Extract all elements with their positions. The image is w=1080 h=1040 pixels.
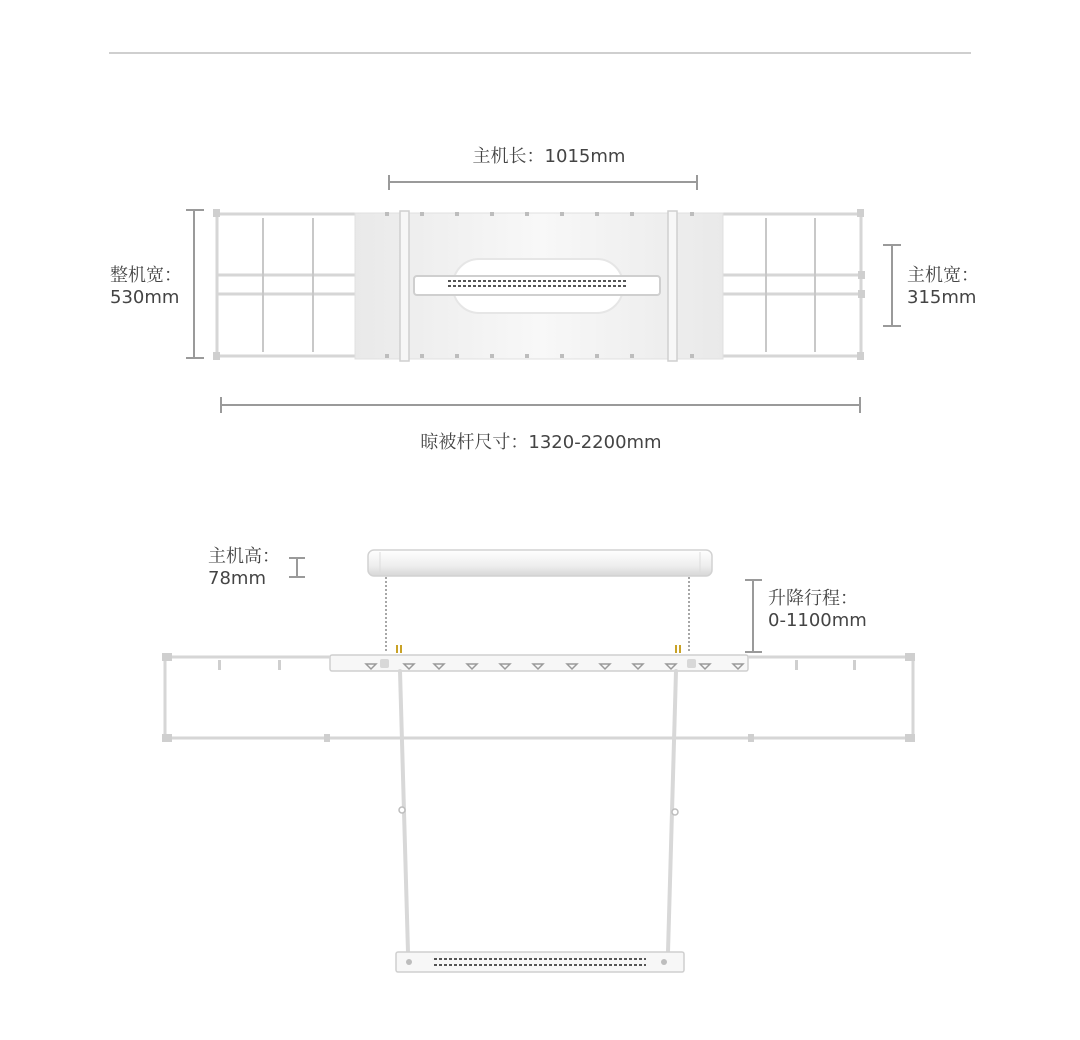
bottom-lamp-bar xyxy=(396,952,684,972)
lift-cables xyxy=(386,577,689,652)
arm-joints xyxy=(399,807,678,815)
rod-size-label: 晾被杆尺寸：1320-2200mm xyxy=(420,432,662,453)
total-width-label-line2: 530mm xyxy=(110,287,180,308)
host-height-label xyxy=(208,546,280,590)
host-height-label-line2: 78mm xyxy=(208,568,266,589)
lift-travel-label-line1: 升降行程： xyxy=(768,588,858,609)
total-width-label-line1: 整机宽： xyxy=(110,265,182,286)
total-width-dimension xyxy=(186,210,204,358)
lift-travel-label-line2: 0-1100mm xyxy=(768,610,867,631)
total-width-label xyxy=(110,265,182,309)
lift-travel-label xyxy=(768,588,867,632)
host-tube xyxy=(368,550,712,576)
host-length-dimension xyxy=(389,175,697,190)
rack-connectors xyxy=(396,645,681,653)
host-width-label-line1: 主机宽： xyxy=(907,265,979,286)
host-width-label xyxy=(907,265,979,309)
host-height-dimension xyxy=(289,558,305,577)
rod-size-dimension xyxy=(221,397,860,413)
support-arms xyxy=(400,671,676,952)
lift-travel-dimension xyxy=(745,580,762,652)
host-length-label: 主机长：1015mm xyxy=(472,146,626,167)
top-view-drawing xyxy=(186,175,901,413)
host-width-dimension xyxy=(883,245,901,326)
host-width-label-line2: 315mm xyxy=(907,287,977,308)
host-height-label-line1: 主机高： xyxy=(208,546,280,567)
